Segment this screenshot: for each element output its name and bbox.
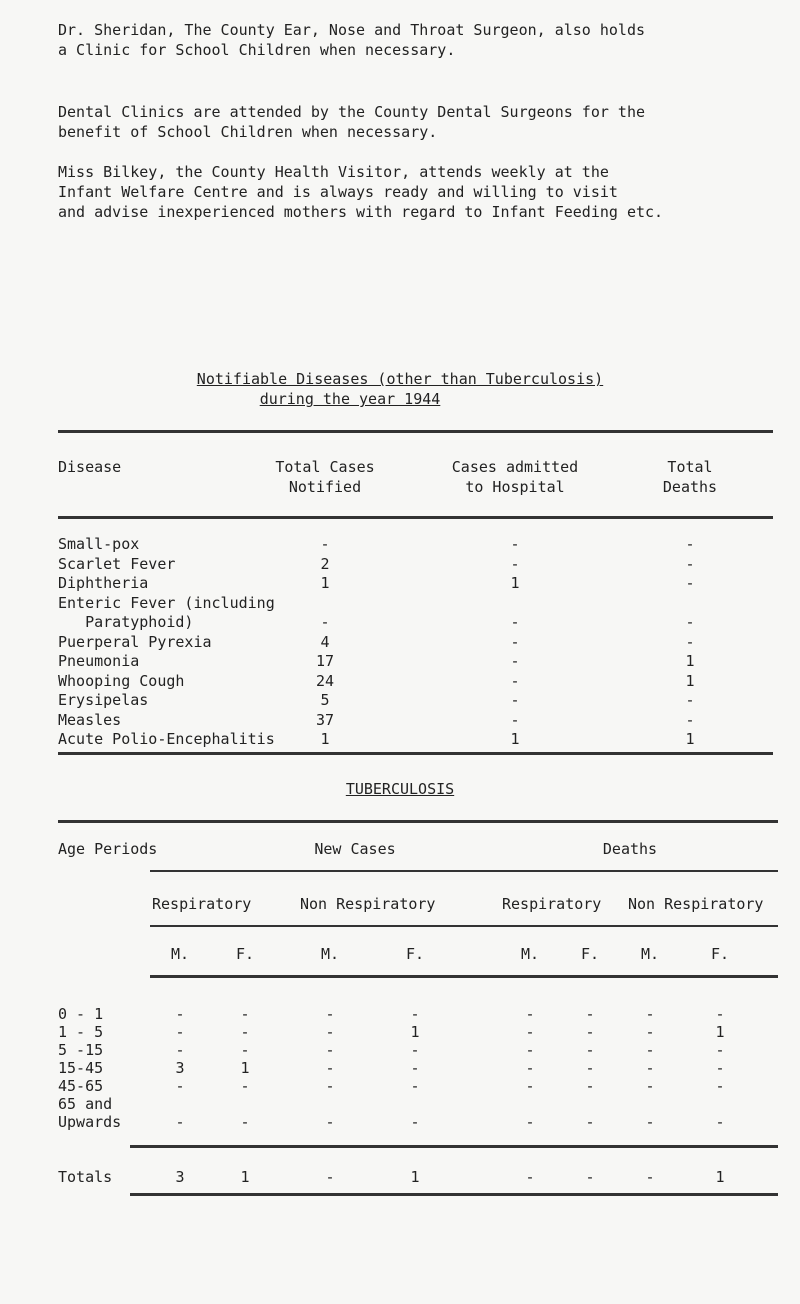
tb-value: - <box>585 1041 595 1059</box>
tb-value: - <box>585 1059 595 1077</box>
death-count: - <box>685 710 695 729</box>
divider <box>58 820 778 823</box>
col-header-notified-2: Notified <box>288 478 362 496</box>
tb-totals-label: Totals <box>58 1168 113 1186</box>
sex-label: F. <box>235 945 255 963</box>
notifiable-subheading <box>0 390 700 408</box>
col-header-hospital-1: Cases admitted <box>451 458 579 476</box>
col-header-hospital-2: to Hospital <box>465 478 565 496</box>
divider <box>130 1145 778 1148</box>
tb-value: - <box>325 1041 335 1059</box>
tb-non-respiratory-header: Non Respiratory <box>300 895 436 913</box>
notified-count: 17 <box>315 652 335 670</box>
tb-value: - <box>240 1023 250 1041</box>
age-period: 1 - 5 <box>58 1023 104 1041</box>
tb-value: - <box>585 1113 595 1131</box>
tb-total-value: - <box>585 1168 595 1186</box>
tb-total-value: 1 <box>715 1168 725 1186</box>
hospital-count: - <box>510 632 520 651</box>
tb-value: - <box>715 1041 725 1059</box>
divider <box>150 975 778 978</box>
tb-value: - <box>325 1005 335 1023</box>
hospital-count: - <box>510 652 520 670</box>
tb-value: - <box>715 1059 725 1077</box>
notifiable-heading-line1: Notifiable Diseases (other than Tuberculosis) <box>196 370 604 388</box>
sex-label: F. <box>405 945 425 963</box>
divider <box>58 430 773 433</box>
divider <box>58 516 773 519</box>
tb-value: - <box>175 1023 185 1041</box>
divider <box>150 925 778 927</box>
disease-name: Puerperal Pyrexia <box>58 632 212 651</box>
tb-value: - <box>240 1077 250 1095</box>
tb-deaths-header: Deaths <box>602 840 658 858</box>
age-period: 0 - 1 <box>58 1005 104 1023</box>
sex-label: M. <box>520 945 540 963</box>
tb-total-value: 1 <box>240 1168 250 1186</box>
disease-name: Erysipelas <box>58 691 149 709</box>
paragraph-line: Infant Welfare Centre and is always ready and willing to visit <box>58 183 618 201</box>
paragraph-line: benefit of School Children when necessary. <box>58 123 438 141</box>
death-count: - <box>685 632 695 651</box>
tb-heading-text: TUBERCULOSIS <box>345 780 455 798</box>
notified-count: 1 <box>320 574 330 592</box>
tb-value: - <box>325 1113 335 1131</box>
paragraph-line: Dr. Sheridan, The County Ear, Nose and Throat Surgeon, also holds <box>58 21 645 39</box>
notified-count: 5 <box>320 691 330 709</box>
disease-name: Small-pox <box>58 535 140 553</box>
death-count: - <box>685 613 695 631</box>
tb-value: - <box>175 1113 185 1131</box>
tb-death-non-respiratory-header: Non Respiratory <box>628 895 764 913</box>
age-period: 5 -15 <box>58 1041 104 1059</box>
disease-name: Whooping Cough <box>58 671 185 690</box>
tb-value: 3 <box>175 1059 185 1077</box>
hospital-count: 1 <box>510 730 520 748</box>
divider <box>150 870 778 872</box>
disease-name: Measles <box>58 710 122 729</box>
notified-count: 1 <box>320 730 330 748</box>
age-period: 45-65 <box>58 1077 104 1095</box>
disease-name: Paratyphoid) <box>58 613 194 631</box>
tb-value: - <box>410 1005 420 1023</box>
tb-value: - <box>525 1077 535 1095</box>
death-count: 1 <box>685 652 695 670</box>
tb-value: - <box>240 1041 250 1059</box>
paragraph-line: Miss Bilkey, the County Health Visitor, attends weekly at the <box>58 163 609 181</box>
tb-value: - <box>645 1005 655 1023</box>
tb-value: - <box>715 1077 725 1095</box>
hospital-count: - <box>510 710 520 729</box>
tb-value: - <box>525 1059 535 1077</box>
tb-value: - <box>175 1077 185 1095</box>
tb-value: - <box>645 1023 655 1041</box>
tb-value: - <box>645 1041 655 1059</box>
tb-value: - <box>410 1113 420 1131</box>
paragraph-line: Dental Clinics are attended by the County Dental Surgeons for the <box>58 103 645 121</box>
paragraph-line: and advise inexperienced mothers with regard to Infant Feeding etc. <box>58 203 664 221</box>
disease-name: Diphtheria <box>58 574 149 592</box>
tb-total-value: 3 <box>175 1168 185 1186</box>
tb-death-respiratory-header: Respiratory <box>502 895 602 913</box>
tb-age-periods-header: Age Periods <box>58 840 158 858</box>
tb-value: - <box>525 1023 535 1041</box>
hospital-count: 1 <box>510 574 520 592</box>
tb-value: 1 <box>240 1059 250 1077</box>
notified-count: 4 <box>320 632 330 651</box>
notified-count: 24 <box>315 671 335 690</box>
sex-label: M. <box>320 945 340 963</box>
tb-value: - <box>645 1077 655 1095</box>
tb-value: - <box>645 1059 655 1077</box>
col-header-deaths-1: Total <box>667 458 713 476</box>
death-count: - <box>685 574 695 592</box>
hospital-count: - <box>510 671 520 690</box>
hospital-count: - <box>510 554 520 573</box>
death-count: - <box>685 535 695 553</box>
notified-count: - <box>320 613 330 631</box>
tb-value: - <box>325 1077 335 1095</box>
notifiable-heading <box>0 370 800 388</box>
divider <box>130 1193 778 1196</box>
tb-value: - <box>410 1041 420 1059</box>
tb-value: 1 <box>410 1023 420 1041</box>
death-count: 1 <box>685 730 695 748</box>
tb-value: - <box>585 1005 595 1023</box>
tb-value: - <box>240 1113 250 1131</box>
col-header-notified-1: Total Cases <box>275 458 375 476</box>
age-period-cont: Upwards <box>58 1113 122 1131</box>
tb-value: - <box>175 1041 185 1059</box>
tb-value: - <box>325 1023 335 1041</box>
hospital-count: - <box>510 535 520 553</box>
tb-value: - <box>525 1113 535 1131</box>
notified-count: 37 <box>315 710 335 729</box>
tb-new-cases-header: New Cases <box>314 840 396 858</box>
tb-value: - <box>325 1059 335 1077</box>
notified-count: - <box>320 535 330 553</box>
death-count: - <box>685 691 695 709</box>
disease-name: Pneumonia <box>58 652 140 670</box>
sex-label: M. <box>170 945 190 963</box>
disease-name: Enteric Fever (including <box>58 593 275 612</box>
hospital-count: - <box>510 691 520 709</box>
tb-value: - <box>525 1005 535 1023</box>
tb-value: - <box>715 1113 725 1131</box>
tb-heading <box>0 780 800 798</box>
tb-value: - <box>525 1041 535 1059</box>
tb-value: - <box>410 1077 420 1095</box>
notifiable-heading-line2: during the year 1944 <box>259 390 441 408</box>
tb-total-value: 1 <box>410 1168 420 1186</box>
tb-value: 1 <box>715 1023 725 1041</box>
age-period: 15-45 <box>58 1059 104 1077</box>
tb-total-value: - <box>645 1168 655 1186</box>
paragraph-line: a Clinic for School Children when necessary. <box>58 41 456 59</box>
tb-value: - <box>715 1005 725 1023</box>
death-count: 1 <box>685 671 695 690</box>
notified-count: 2 <box>320 554 330 573</box>
hospital-count: - <box>510 613 520 631</box>
tb-value: - <box>175 1005 185 1023</box>
divider <box>58 752 773 755</box>
death-count: - <box>685 554 695 573</box>
tb-total-value: - <box>525 1168 535 1186</box>
sex-label: M. <box>640 945 660 963</box>
tb-value: - <box>585 1023 595 1041</box>
tb-value: - <box>240 1005 250 1023</box>
tb-respiratory-header: Respiratory <box>152 895 252 913</box>
sex-label: F. <box>710 945 730 963</box>
sex-label: F. <box>580 945 600 963</box>
age-period: 65 and <box>58 1095 113 1113</box>
tb-value: - <box>410 1059 420 1077</box>
disease-name: Scarlet Fever <box>58 554 176 573</box>
disease-name: Acute Polio-Encephalitis <box>58 730 275 748</box>
tb-value: - <box>645 1113 655 1131</box>
tb-total-value: - <box>325 1168 335 1186</box>
col-header-disease: Disease <box>58 458 122 476</box>
tb-value: - <box>585 1077 595 1095</box>
col-header-deaths-2: Deaths <box>662 478 718 496</box>
